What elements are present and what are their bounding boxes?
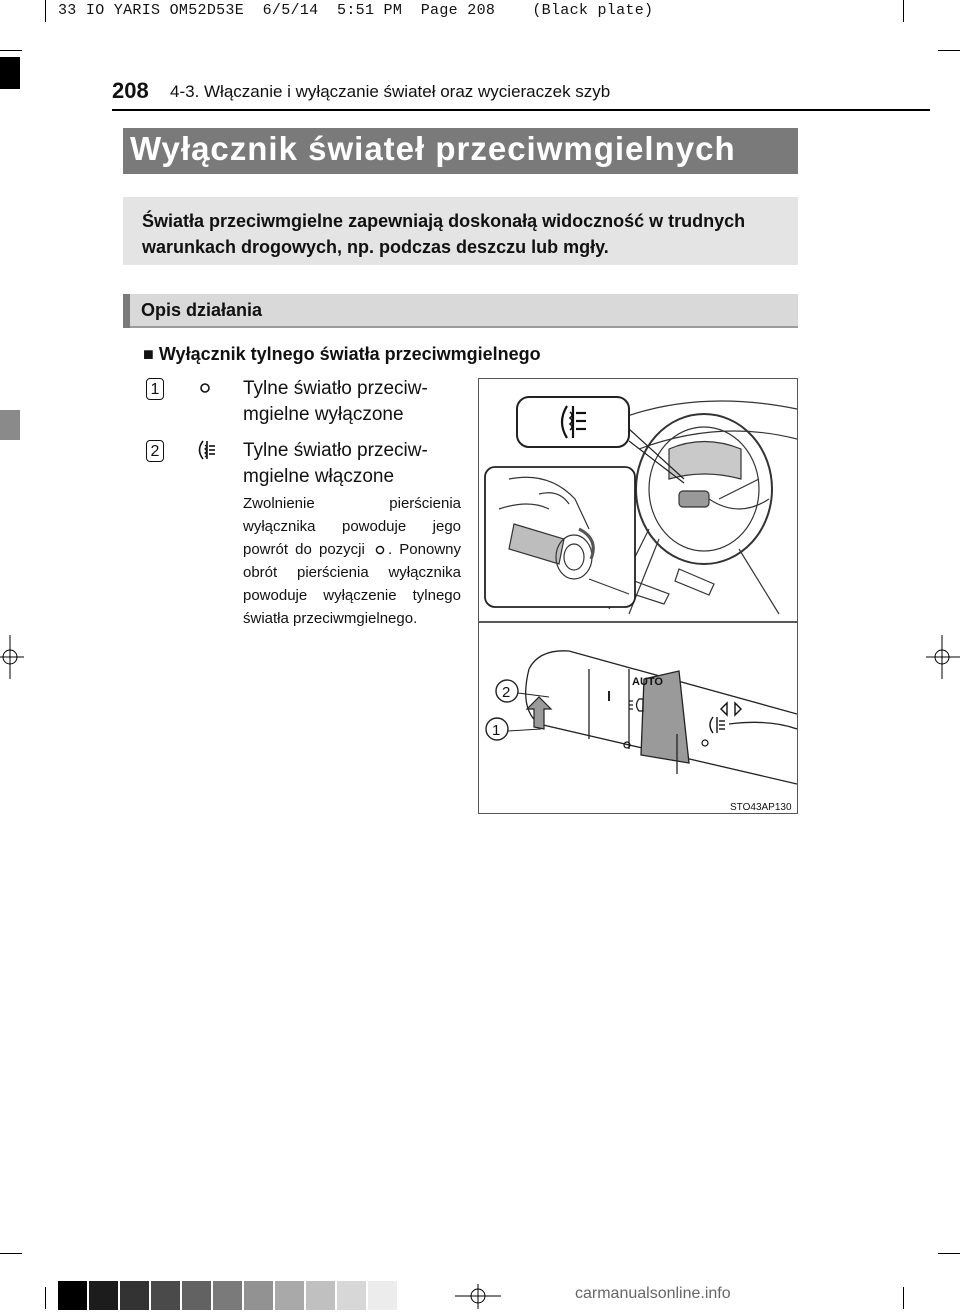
crop-mark [45,1287,46,1309]
figure-callout-1: 1 [492,722,501,739]
stalk-off-mark-icon [702,740,708,746]
rotate-arrow-icon [527,697,551,729]
page-number: 208 [112,78,149,103]
crop-mark [938,50,960,51]
bullet-heading [143,344,541,365]
watermark: carmanualsonline.info [575,1285,731,1302]
figure-code: STO43AP130 [730,802,792,813]
bullet-heading-text: Wyłącznik tylnego światła przeciwmgielnego [158,344,541,364]
print-header: 33 IO YARIS OM52D53E 6/5/14 5:51 PM Page 208 (Black plate) [58,2,654,19]
item-number-badge: 2 [146,440,164,462]
item-text-line: mgielne włączone [243,466,395,487]
crop-mark [45,0,46,22]
crop-mark [0,1253,22,1254]
item-number-badge: 1 [146,378,164,400]
item-text-line: mgielne wyłączone [243,404,404,425]
turn-signal-arrows-icon [721,703,741,715]
rear-fog-light-icon [193,439,217,461]
subheading-accent [123,294,130,328]
hand-inset-box [485,467,635,607]
crop-mark [903,1287,904,1309]
off-circle-icon [374,544,386,556]
off-circle-icon [198,381,212,395]
thumb-tab-black [0,57,20,89]
crop-mark [903,0,904,22]
stalk-fog-icon [710,717,725,733]
stalk-drawing [526,651,797,784]
section-title: 4-3. Włączanie i wyłączanie świateł oraz wycieraczek szyb [170,82,611,101]
page-title: Wyłącznik świateł przeciwmgielnych [130,130,736,167]
dashboard-drawing [609,401,797,614]
stalk-headlight-icon [629,699,643,711]
header-rule [112,109,930,111]
crop-mark [0,50,22,51]
registration-mark-bottom [455,1284,501,1309]
item-text-line: Tylne światło przeciw- [243,440,428,461]
thumb-tab-grey [0,410,20,440]
registration-mark-right [926,635,960,679]
color-calibration-bar [58,1281,399,1315]
intro-text: Światła przeciwmgielne zapewniają doskonałą widoczność w trudnych warunkach drogowych, np. podczas deszczu lub mgły. [142,211,746,257]
crop-mark [938,1253,960,1254]
figure-callout-2: 2 [502,684,511,701]
registration-mark-left [0,635,24,679]
subheading: Opis działania [141,300,263,320]
item-text-line: Tylne światło przeciw- [243,378,428,399]
figure-illustration [479,379,797,813]
square-bullet-icon: ■ [143,344,154,364]
note-part: Zwolnienie pierścienia wyłącznika powoduje jego powrót do pozycji [243,495,461,558]
note-part: . Ponowny obrót pierścienia wyłącznika powoduje wyłączenie tylnego światła przeciwmgielnego. [243,541,461,627]
switch-auto-label: AUTO [632,676,663,688]
note-text [243,492,461,630]
